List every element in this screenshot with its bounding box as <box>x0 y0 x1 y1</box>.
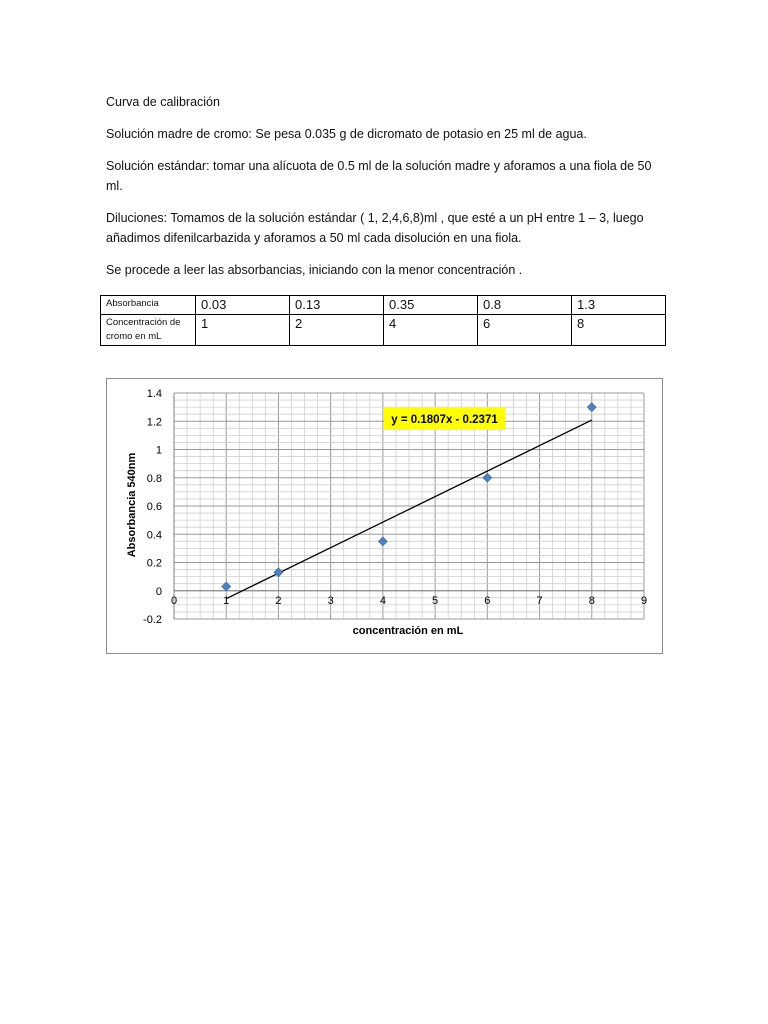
x-tick-label: 7 <box>536 594 543 607</box>
x-tick-label: 8 <box>588 594 595 607</box>
y-tick-label: -0.2 <box>143 614 162 626</box>
equation-label: y = 0.1807x - 0.2371 <box>391 414 498 426</box>
y-tick-label: 1.4 <box>146 388 162 400</box>
table-cell: 0.35 <box>384 296 478 315</box>
table-cell: 1 <box>196 315 290 346</box>
table-cell: 8 <box>572 315 666 346</box>
x-tick-label: 5 <box>432 594 439 607</box>
table-row-header: Absorbancia <box>101 296 196 315</box>
x-tick-label: 3 <box>327 594 334 607</box>
data-point <box>483 473 492 482</box>
data-point <box>378 537 387 546</box>
paragraph-procedimiento: Se procede a leer las absorbancias, iniciando con la menor concentración . <box>106 263 523 277</box>
table-cell: 4 <box>384 315 478 346</box>
y-tick-label: 0.4 <box>146 529 162 542</box>
y-axis-label: Absorbancia 540nm <box>126 452 138 558</box>
table-cell: 0.03 <box>196 296 290 315</box>
y-tick-label: 0 <box>155 585 162 598</box>
y-tick-label: 0.6 <box>146 501 162 513</box>
x-tick-label: 9 <box>640 594 648 607</box>
table-cell: 0.13 <box>290 296 384 315</box>
x-tick-label: 2 <box>275 594 282 607</box>
table-cell: 2 <box>290 315 384 346</box>
paragraph-solucion-madre: Solución madre de cromo: Se pesa 0.035 g de dicromato de potasio en 25 ml de agua. <box>106 127 587 141</box>
document-body <box>106 92 666 292</box>
x-tick-label: 0 <box>170 594 178 607</box>
table-row-header: Concentración de cromo en mL <box>101 315 196 346</box>
data-point <box>587 403 596 412</box>
table-cell: 0.8 <box>478 296 572 315</box>
equation-label-group <box>384 407 505 430</box>
table-cell: 1.3 <box>572 296 666 315</box>
y-tick-label: 1.2 <box>146 416 162 429</box>
chart-container <box>106 378 663 654</box>
y-tick-label: 0.8 <box>146 472 162 485</box>
y-tick-label: 0.2 <box>146 557 162 570</box>
x-tick-label: 6 <box>484 594 491 607</box>
x-tick-label: 1 <box>223 594 230 607</box>
calibration-chart <box>107 379 662 653</box>
y-tick-label: 1 <box>155 444 162 457</box>
x-tick-label: 4 <box>379 594 386 607</box>
table-row-absorbancia <box>101 296 666 315</box>
data-table <box>100 295 666 346</box>
paragraph-diluciones: Diluciones: Tomamos de la solución estándar ( 1, 2,4,6,8)ml , que esté a un pH entre 1 – 3, luego añadimos difenilcarbazida y aforamos a 50 ml cada disolución en una fiola. <box>106 211 644 245</box>
table-cell: 6 <box>478 315 572 346</box>
paragraph-solucion-estandar: Solución estándar: tomar una alícuota de 0.5 ml de la solución madre y aforamos a una fiola de 50 ml. <box>106 159 652 193</box>
page-title: Curva de calibración <box>106 95 220 109</box>
table-row-concentracion <box>101 315 666 346</box>
x-axis-label: concentración en mL <box>352 625 464 637</box>
